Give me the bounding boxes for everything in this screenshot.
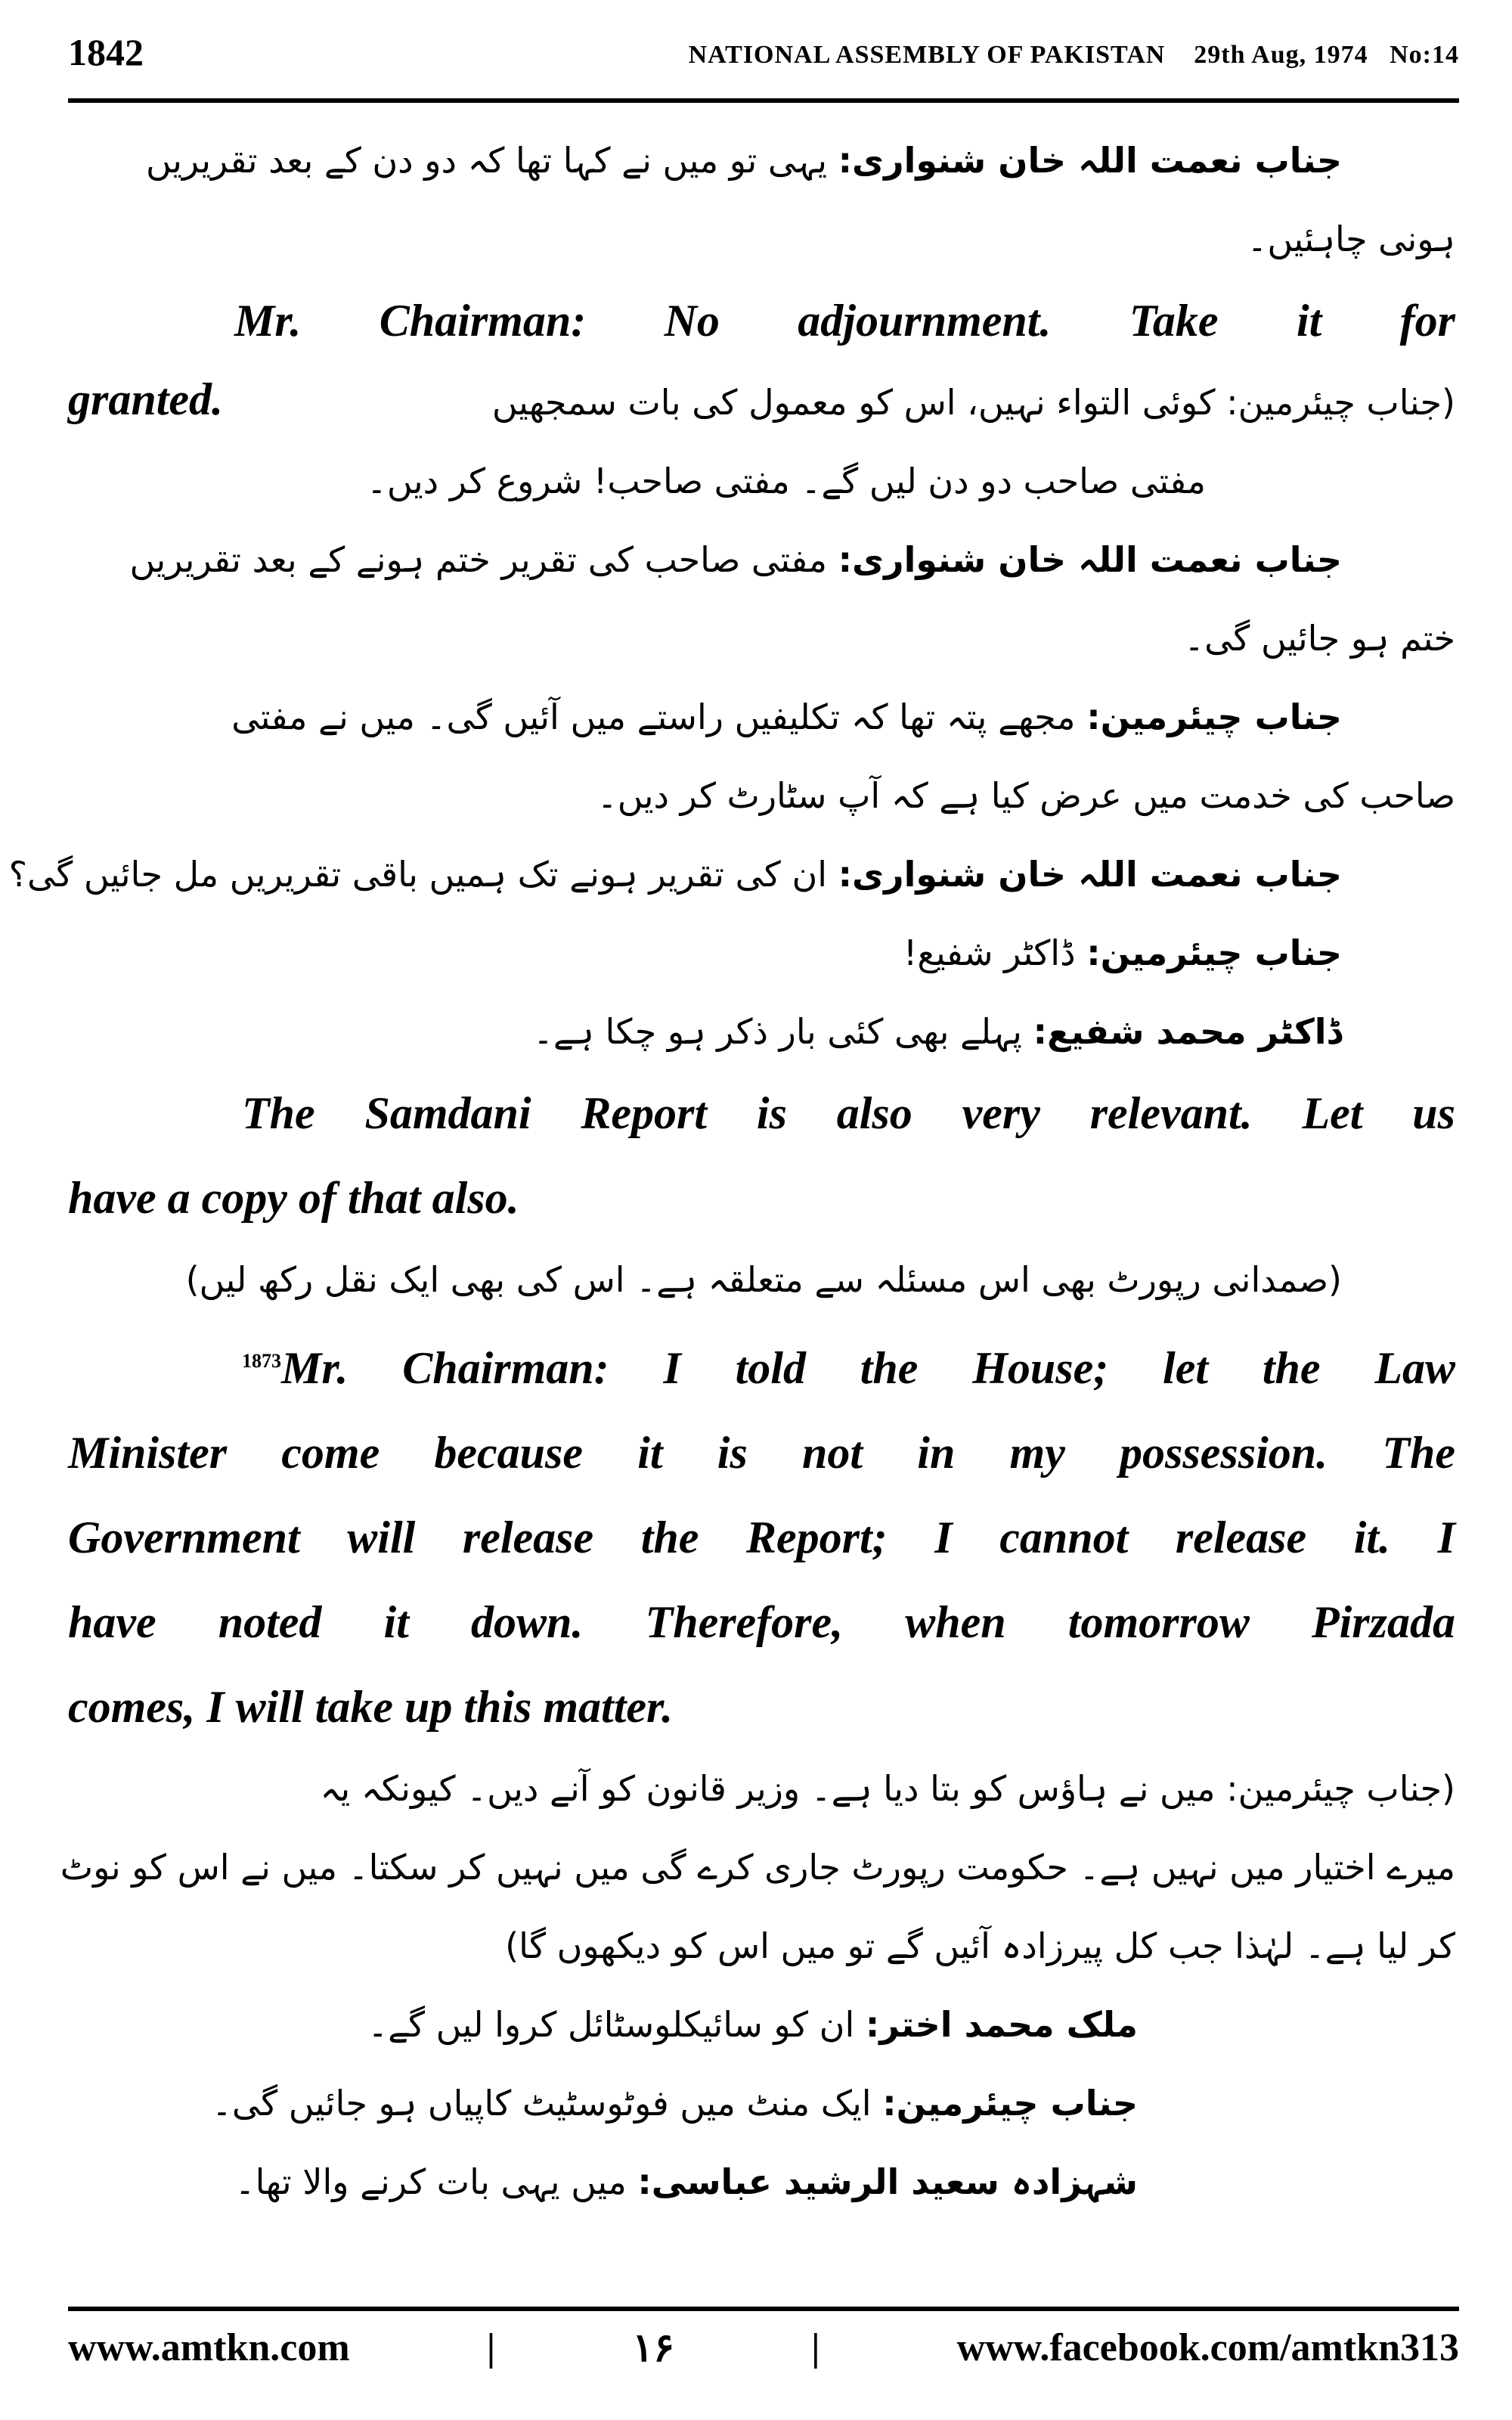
speech-text: ڈاکٹر شفیع!: [903, 932, 1087, 973]
english-line: comes, I will take up this matter.: [68, 1682, 674, 1732]
speaker-name: جناب نعمت اللہ خان شنواری:: [838, 140, 1342, 181]
urdu-line: مفتی صاحب دو دن لیں گے۔ مفتی صاحب! شروع کر دیں۔: [366, 461, 1206, 501]
speech-text: مفتی صاحب کی تقریر ختم ہونے کے بعد تقریریں: [129, 539, 838, 580]
footer-page-number: ۱۶: [632, 2327, 675, 2370]
urdu-line: [68, 2142, 1455, 2221]
page-footer: [68, 2325, 1459, 2371]
urdu-line: [68, 2064, 1455, 2142]
english-line: [68, 1319, 1455, 1410]
urdu-line: [68, 1985, 1455, 2064]
english-line: The Samdani Report is also very relevant. Let us: [242, 1088, 1455, 1138]
speech-text: یہی تو میں نے کہا تھا کہ دو دن کے بعد تقریریں: [146, 140, 838, 181]
speech-text: مجھے پتہ تھا کہ تکلیفیں راستے میں آئیں گی۔ میں نے مفتی: [231, 697, 1087, 737]
urdu-line: میرے اختیار میں نہیں ہے۔ حکومت رپورٹ جاری کرے گی میں نہیں کر سکتا۔ میں نے اس کو نوٹ: [60, 1847, 1455, 1888]
english-fragment: granted.: [68, 374, 224, 424]
urdu-line: (جناب چیئرمین: میں نے ہاؤس کو بتا دیا ہے۔ وزیر قانون کو آنے دیں۔ کیونکہ یہ: [320, 1768, 1455, 1809]
english-line: Mr. Chairman: No adjournment. Take it for: [234, 296, 1455, 346]
english-line: have noted it down. Therefore, when tomorrow Pirzada: [68, 1597, 1455, 1647]
urdu-fragment: (جناب چیئرمین: کوئی التواء نہیں، اس کو معمول کی بات سمجھیں: [491, 382, 1455, 423]
english-line: Government will release the Report; I cannot release it. I: [68, 1512, 1455, 1562]
speech-text: پہلے بھی کئی بار ذکر ہو چکا ہے۔: [532, 1011, 1033, 1052]
page-title: NATIONAL ASSEMBLY OF PAKISTAN 29th Aug, 1974 No:14: [688, 41, 1459, 69]
footer-separator: |: [486, 2326, 496, 2369]
speech-text: ان کی تقریر ہونے تک ہمیں باقی تقریریں مل جائیں گی؟: [8, 854, 838, 895]
urdu-line: [8, 835, 1455, 914]
mixed-line: [68, 363, 1455, 442]
speech-text: ان کو سائیکلوسٹائل کروا لیں گے۔: [367, 2004, 866, 2045]
header-rule: [68, 98, 1459, 103]
urdu-line: ختم ہو جائیں گی۔: [1184, 618, 1455, 659]
english-line: Minister come because it is not in my possession. The: [68, 1428, 1455, 1478]
speaker-name: جناب چیئرمین:: [882, 2083, 1138, 2124]
facebook-link[interactable]: www.facebook.com/amtkn313: [956, 2326, 1459, 2369]
speaker-name: جناب چیئرمین:: [1086, 932, 1342, 973]
speech-text: ایک منٹ میں فوٹوسٹیٹ کاپیاں ہو جائیں گی۔: [211, 2083, 883, 2124]
document-body: [8, 121, 1455, 2221]
footer-separator: |: [811, 2326, 820, 2369]
urdu-line: [68, 914, 1455, 992]
speech-text: میں یہی بات کرنے والا تھا۔: [234, 2161, 638, 2202]
urdu-line: صاحب کی خدمت میں عرض کیا ہے کہ آپ سٹارٹ کر دیں۔: [596, 775, 1455, 816]
english-text: Mr. Chairman: I told the House; let the Law: [281, 1343, 1455, 1393]
urdu-line: [68, 121, 1455, 200]
page-number: 1842: [68, 31, 144, 73]
urdu-line: کر لیا ہے۔ لہٰذا جب کل پیرزادہ آئیں گے تو میں اس کو دیکھوں گا): [505, 1925, 1455, 1966]
reference-number: 1873: [242, 1350, 281, 1372]
speaker-name: جناب نعمت اللہ خان شنواری:: [838, 539, 1342, 580]
speaker-name: ڈاکٹر محمد شفیع:: [1033, 1011, 1342, 1052]
urdu-line: (صمدانی رپورٹ بھی اس مسئلہ سے متعلقہ ہے۔ اس کی بھی ایک نقل رکھ لیں): [185, 1259, 1342, 1300]
footer-rule: [68, 2307, 1459, 2311]
urdu-line: ہونی چاہئیں۔: [1247, 219, 1455, 259]
english-line: have a copy of that also.: [68, 1173, 519, 1223]
speaker-name: ملک محمد اختر:: [865, 2004, 1138, 2045]
urdu-line: [68, 520, 1455, 599]
page-header: [68, 30, 1459, 91]
speaker-name: شہزادہ سعید الرشید عباسی:: [637, 2161, 1138, 2202]
urdu-line: [68, 992, 1455, 1071]
website-link[interactable]: www.amtkn.com: [68, 2326, 350, 2369]
urdu-line: [68, 678, 1455, 756]
speaker-name: جناب نعمت اللہ خان شنواری:: [838, 854, 1342, 895]
speaker-name: جناب چیئرمین:: [1086, 697, 1342, 737]
